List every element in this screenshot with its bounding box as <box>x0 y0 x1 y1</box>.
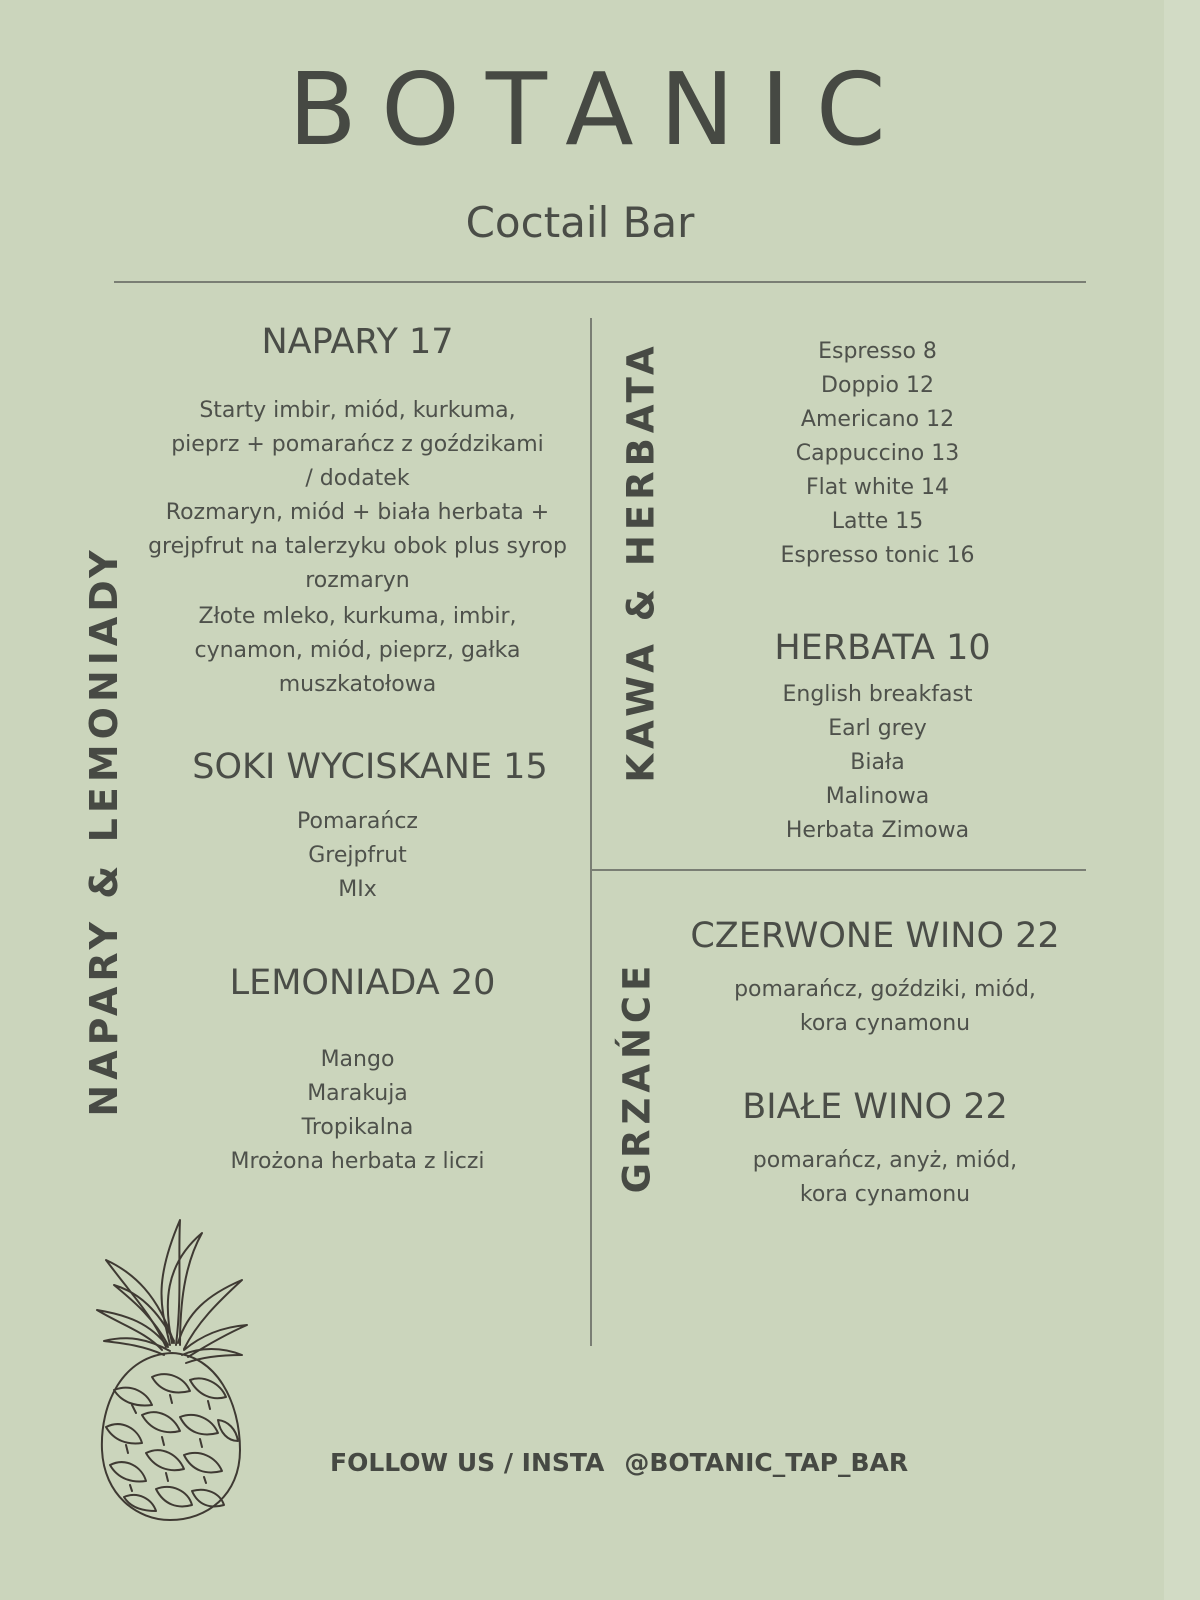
napary-desc-1: Starty imbir, miód, kurkuma, pieprz + pomarańcz z goździkami / dodatek <box>171 398 544 491</box>
napary-section <box>130 322 585 362</box>
herbata-section <box>700 628 1065 668</box>
soki-heading: SOKI WYCISKANE 15 <box>192 747 548 787</box>
soki-list <box>130 805 585 907</box>
lemoniada-heading: LEMONIADA 20 <box>229 963 496 1003</box>
red-wine-section <box>690 916 1060 956</box>
side-label-napary-lemoniady: NAPARY & LEMONIADY <box>82 545 126 1117</box>
list-item: Herbata Zimowa <box>785 818 970 843</box>
follow-label: FOLLOW US / INSTA <box>330 1448 605 1477</box>
list-item: Mango <box>320 1047 395 1072</box>
napary-heading: NAPARY 17 <box>261 322 454 362</box>
page-subtitle: Coctail Bar <box>465 198 695 247</box>
red-wine-heading: CZERWONE WINO 22 <box>690 916 1060 956</box>
list-item: English breakfast <box>782 682 973 707</box>
side-label-kawa-herbata: KAWA & HERBATA <box>619 341 663 783</box>
list-item: Espresso tonic 16 <box>780 543 975 568</box>
list-item: Marakuja <box>307 1081 408 1106</box>
white-wine-heading: BIAŁE WINO 22 <box>742 1087 1008 1127</box>
column-divider <box>590 318 592 1346</box>
list-item: Pomarańcz <box>297 809 418 834</box>
white-wine-desc: pomarańcz, anyż, miód, kora cynamonu <box>752 1148 1018 1207</box>
list-item: Biała <box>850 750 905 775</box>
lemoniada-section <box>130 963 595 1003</box>
side-label-grzance: GRZAŃCE <box>615 960 659 1194</box>
list-item: Flat white 14 <box>805 475 950 500</box>
header-divider <box>114 281 1086 283</box>
list-item: Americano 12 <box>800 407 955 432</box>
coffee-list <box>700 335 1055 573</box>
list-item: Tropikalna <box>301 1115 414 1140</box>
brand-title: BOTANIC <box>288 51 912 168</box>
soki-section <box>130 747 610 787</box>
list-item: Malinowa <box>825 784 930 809</box>
white-wine-section <box>690 1087 1060 1127</box>
red-wine-desc: pomarańcz, goździki, miód, kora cynamonu <box>734 977 1036 1036</box>
pineapple-illustration <box>92 1215 252 1535</box>
herbata-heading: HERBATA 10 <box>774 628 991 668</box>
napary-desc-3: Złote mleko, kurkuma, imbir, cynamon, miód, pieprz, gałka muszkatołowa <box>194 604 521 697</box>
right-section-divider <box>590 869 1086 871</box>
page-edge-strip <box>1164 0 1200 1600</box>
list-item: Latte 15 <box>831 509 924 534</box>
list-item: Doppio 12 <box>821 373 934 398</box>
napary-desc-2: Rozmaryn, miód + biała herbata + grejpfrut na talerzyku obok plus syrop rozmaryn <box>148 500 567 593</box>
list-item: Mrożona herbata z liczi <box>230 1149 485 1174</box>
social-follow <box>330 1448 908 1477</box>
list-item: Earl grey <box>828 716 927 741</box>
list-item: Espresso 8 <box>818 339 937 364</box>
list-item: Cappuccino 13 <box>795 441 960 466</box>
instagram-handle-link[interactable]: @BOTANIC_TAP_BAR <box>624 1448 909 1477</box>
list-item: MIx <box>338 877 377 902</box>
herbata-list <box>700 678 1055 848</box>
lemoniada-list <box>130 1043 585 1179</box>
list-item: Grejpfrut <box>308 843 407 868</box>
